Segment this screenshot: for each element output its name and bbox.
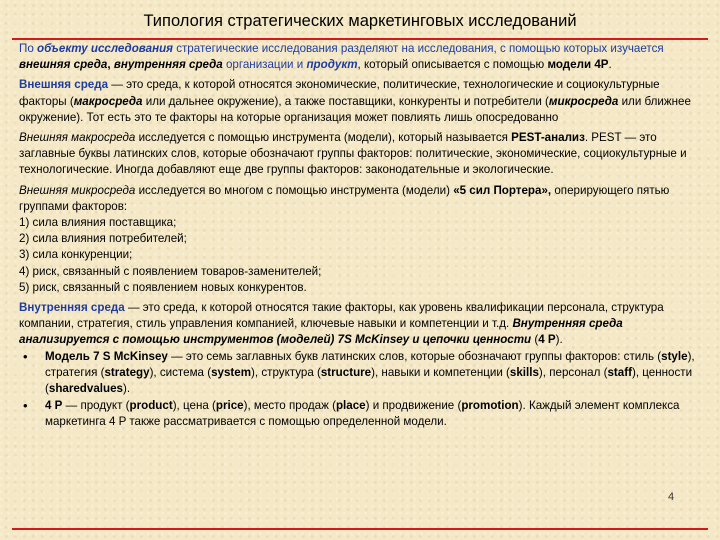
text-bold: style: [661, 349, 688, 363]
text-bold: «5 сил Портера»,: [453, 183, 552, 197]
paragraph-object: [19, 41, 695, 73]
text-bold: system: [211, 365, 252, 379]
text: или дальнее окружение), а также поставщики, конкуренты и потребители (: [142, 94, 549, 108]
text-bold: внутренняя среда: [113, 58, 223, 72]
text: ).: [123, 382, 131, 396]
text-bold: Модель 7 S McKinsey: [45, 349, 168, 363]
text-italic: Внешняя микросреда: [19, 183, 136, 197]
term-heading: Внешняя среда: [19, 78, 109, 92]
list-item: 5) риск, связанный с появлением новых конкурентов.: [19, 280, 307, 294]
paragraph-macro-environment: [19, 130, 695, 179]
text: ,: [107, 58, 114, 72]
models-bullet-list: [19, 349, 695, 431]
bullet-7s: [19, 349, 695, 398]
text-bold: продукт: [306, 58, 358, 72]
top-divider: [12, 38, 708, 40]
term-heading: Внутренняя среда: [19, 301, 125, 315]
list-item: 2) сила влияния потребителей;: [19, 232, 187, 246]
list-item: 1) сила влияния поставщика;: [19, 216, 177, 230]
text-bold: price: [215, 399, 244, 413]
text: . PEST — это заглавные буквы латинских слов, которые обозначают группы факторов: политические, экономические, социокультурные и технологические. Иногда добавляют еще две группы факторов: законодательные и экологические.: [19, 131, 687, 177]
text-bold: объекту исследования: [37, 42, 173, 55]
text: стратегические исследования разделяют на исследования, с помощью которых изучается: [172, 42, 664, 55]
text-italic: Внешняя макросреда: [19, 131, 136, 145]
text: организации и: [222, 58, 307, 72]
text: .: [608, 58, 612, 72]
text: — это среда, к которой относятся экономические, политические, технологические и социокультурные факторы (: [19, 78, 660, 108]
text-bold: strategy: [104, 365, 150, 379]
text: , который описывается с помощью: [357, 58, 548, 72]
bullet-4p: [19, 398, 695, 430]
text: ), персонал (: [538, 365, 608, 379]
text: (: [531, 333, 539, 347]
text: ), стратегия (: [45, 349, 695, 379]
text: исследуется с помощью инструмента (модели), который называется: [135, 131, 512, 145]
text-bold: promotion: [461, 399, 519, 413]
paragraph-internal-environment: [19, 300, 695, 349]
text-bold: внешняя среда: [19, 58, 108, 72]
text: ), ценности (: [45, 365, 693, 396]
list-item: 3) сила конкуренции;: [19, 248, 133, 262]
list-item: 4) риск, связанный с появлением товаров-заменителей;: [19, 264, 322, 278]
text: ) и продвижение (: [365, 399, 462, 413]
text-bold: 4 P: [538, 333, 556, 347]
text-bold: 4 P: [45, 399, 63, 413]
text-bold: place: [335, 399, 366, 413]
text: исследуется во многом с помощью инструмента (модели): [135, 183, 454, 197]
bullet-icon: •: [23, 348, 28, 364]
bottom-divider: [12, 528, 708, 530]
page-number: 4: [668, 491, 675, 503]
text: ), система (: [149, 365, 212, 379]
text: По: [19, 42, 38, 55]
text-bold: Внутренняя среда анализируется с помощью инструментов (моделей) 7S McKinsey и цепочки ценности: [19, 317, 623, 347]
text-bold: product: [129, 399, 173, 413]
bullet-icon: •: [23, 398, 28, 414]
slide-title: Типология стратегических маркетинговых исследований: [143, 12, 577, 30]
slide-body: [19, 41, 695, 432]
text-bold: sharedvalues: [48, 382, 123, 396]
text-bold: микросреда: [548, 94, 619, 108]
text: — это семь заглавных букв латинских слов, которые обозначают группы факторов: стиль (: [167, 349, 662, 363]
text: — это среда, к которой относятся такие факторы, как уровень квалификации персонала, структура компании, стратегия, стиль управления компанией, ключевые навыки и компетенции и т.д.: [19, 301, 664, 331]
text: ), цена (: [172, 399, 216, 413]
text-bold: structure: [320, 365, 372, 379]
porter-forces-list: [19, 215, 695, 296]
text-bold: PEST-анализ: [511, 131, 585, 145]
text: ), навыки и компетенции (: [371, 365, 510, 379]
text: ). Каждый элемент комплекса маркетинга 4 P также рассматривается с помощью определенной модели.: [45, 399, 680, 429]
paragraph-external-environment: [19, 77, 695, 126]
text-bold: макросреда: [73, 94, 143, 108]
text: оперирующего пятью группами факторов:: [19, 183, 670, 213]
text: ), структура (: [251, 365, 321, 379]
text-bold: skills: [509, 365, 539, 379]
text-bold: staff: [607, 365, 632, 379]
text: ).: [555, 333, 563, 347]
paragraph-micro-environment: [19, 183, 695, 215]
text-bold: модели 4P: [547, 58, 609, 72]
text: — продукт (: [62, 399, 130, 413]
text: ), место продаж (: [243, 399, 336, 413]
text: или ближнее окружение). Тот есть это те факторы на которые организация может повлиять лишь опосредованно: [19, 94, 691, 124]
